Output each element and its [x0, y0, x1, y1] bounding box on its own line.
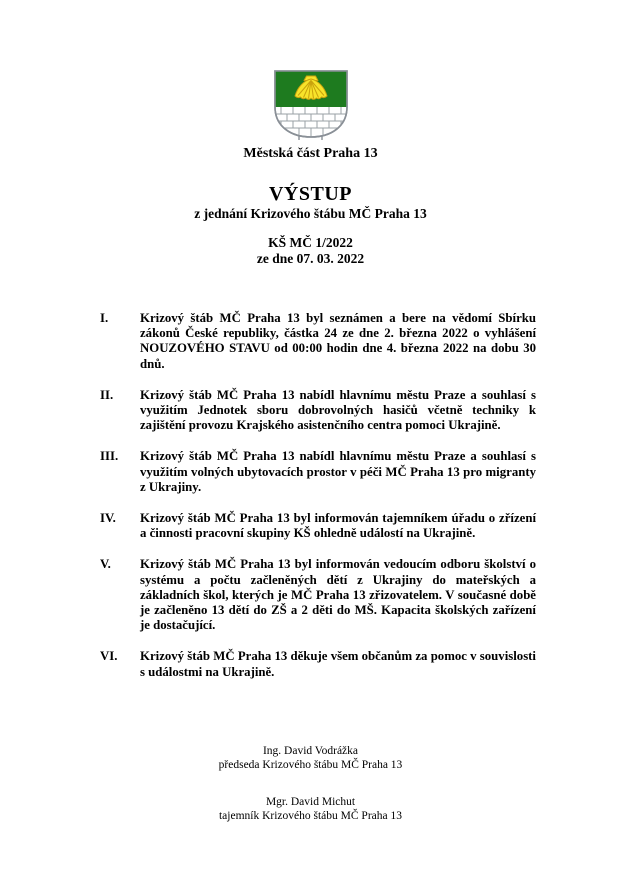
document-title: VÝSTUP — [268, 183, 352, 205]
municipality-name: Městská část Praha 13 — [243, 146, 378, 161]
item-text: Krizový štáb MČ Praha 13 byl informován vedoucím odboru školství o systému a počtu začleněných dětí z Ukrajiny do mateřských a základních škol, kterých je MČ Praha 13 zřizovatelem. V současné době je začleněno 13 dětí do ZŠ a 2 děti do MŠ. Kapacita školských zařízení je dostačující. — [140, 557, 536, 633]
item-numeral: III. — [100, 449, 119, 464]
signatory-role: předseda Krizového štábu MČ Praha 13 — [218, 759, 403, 772]
list-item — [100, 388, 536, 434]
list-item — [100, 449, 536, 495]
item-text: Krizový štáb MČ Praha 13 byl informován tajemníkem úřadu o zřízení a činnosti pracovní skupiny KŠ ohledně událostí na Ukrajině. — [140, 511, 536, 541]
crest-container — [0, 0, 621, 142]
item-numeral: VI. — [100, 649, 118, 664]
signature-section — [0, 744, 621, 824]
list-item — [100, 557, 536, 633]
item-text: Krizový štáb MČ Praha 13 nabídl hlavnímu městu Praze a souhlasí s využitím Jednotek sboru dobrovolných hasičů včetně techniky k zajištění provozu Krajského asistenčního centra pomoci Ukrajině. — [140, 387, 536, 433]
item-numeral: II. — [100, 387, 114, 402]
item-text: Krizový štáb MČ Praha 13 děkuje všem občanům za pomoc v souvislosti s událostmi na Ukrajině. — [140, 649, 536, 679]
item-numeral: I. — [100, 311, 109, 325]
meeting-reference: KŠ MČ 1/2022 — [268, 235, 353, 250]
document-subtitle: z jednání Krizového štábu MČ Praha 13 — [194, 206, 427, 221]
item-text: Krizový štáb MČ Praha 13 byl seznámen a bere na vědomí Sbírku zákonů České republiky, částka 24 ze dne 2. března 2022 o vyhlášení NOUZOVÉHO STAVU od 00:00 hodin dne 4. března 2022 na dobu 30 dnů. — [140, 311, 536, 371]
item-numeral: V. — [100, 557, 111, 572]
item-text: Krizový štáb MČ Praha 13 nabídl hlavnímu městu Praze a souhlasí s využitím volných ubytovacích prostor v péči MČ Praha 13 pro migranty z Ukrajiny. — [140, 449, 536, 494]
signature-block — [0, 795, 621, 824]
meeting-date: ze dne 07. 03. 2022 — [256, 251, 365, 266]
resolution-list — [100, 311, 536, 680]
list-item — [100, 311, 536, 372]
signatory-role: tajemník Krizového štábu MČ Praha 13 — [218, 810, 402, 823]
praha-13-coat-of-arms-icon — [270, 68, 352, 142]
item-numeral: IV. — [100, 511, 116, 526]
signatory-name: Ing. David Vodrážka — [262, 744, 359, 757]
signature-block — [0, 744, 621, 773]
signatory-name: Mgr. David Michut — [265, 795, 356, 808]
list-item — [100, 511, 536, 541]
list-item — [100, 649, 536, 679]
